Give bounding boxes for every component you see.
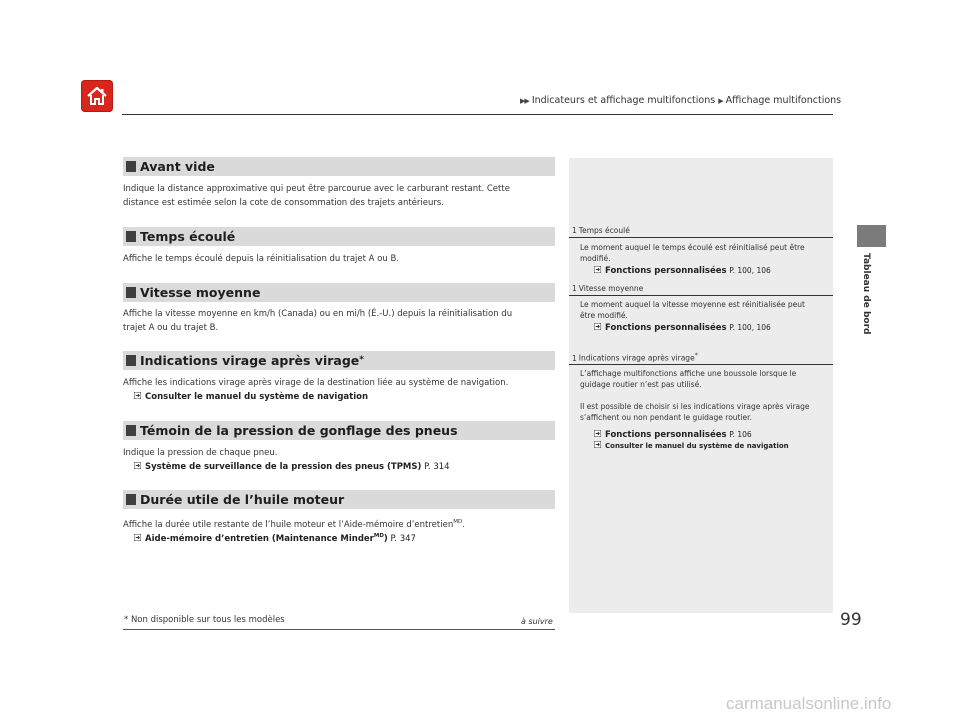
cross-reference-link[interactable]: Fonctions personnalisées P. 106 bbox=[594, 429, 752, 441]
section-square-icon bbox=[126, 425, 136, 436]
section-square-icon bbox=[126, 161, 136, 172]
breadcrumb-item[interactable]: Affichage multifonctions bbox=[725, 95, 842, 106]
section-square-icon bbox=[126, 494, 136, 505]
section-heading: Avant vide bbox=[123, 157, 555, 176]
cross-reference-link[interactable]: Consulter le manuel du système de navigation bbox=[594, 441, 789, 452]
note-divider bbox=[569, 295, 833, 296]
note-title: 1 Indications virage après virage* bbox=[572, 352, 698, 363]
section-heading: Indications virage après virage* bbox=[123, 351, 555, 370]
continue-label: à suivre bbox=[521, 617, 553, 626]
header-divider bbox=[122, 114, 833, 115]
section-body: Affiche la vitesse moyenne en km/h (Canada) ou en mi/h (É.-U.) depuis la réinitialisation du trajet A ou du trajet B. bbox=[123, 309, 513, 333]
breadcrumb-item[interactable]: Indicateurs et affichage multifonctions bbox=[531, 95, 716, 106]
cross-reference-link[interactable]: Fonctions personnalisées P. 100, 106 bbox=[594, 265, 771, 277]
note-divider bbox=[569, 237, 833, 238]
section-body: Indique la distance approximative qui peut être parcourue avec le carburant restant. Cette distance est estimée selon la cote de consommation des trajets antérieurs. bbox=[123, 184, 510, 208]
cross-reference-link[interactable]: Aide-mémoire d’entretien (Maintenance Minder$^{MD}$) P. 347 bbox=[134, 529, 416, 546]
section-heading: Durée utile de l’huile moteur bbox=[123, 490, 555, 509]
arrow-icon: ▶▶ bbox=[520, 97, 529, 105]
reference-icon bbox=[594, 323, 601, 330]
arrow-icon: ▶ bbox=[718, 97, 723, 105]
cross-reference-link[interactable]: Fonctions personnalisées P. 100, 106 bbox=[594, 322, 771, 334]
reference-icon bbox=[594, 441, 601, 448]
note-body: Le moment auquel la vitesse moyenne est réinitialisée peut être modifié. bbox=[580, 300, 805, 320]
note-body: L’affichage multifonctions affiche une boussole lorsque le guidage routier n’est pas utilisé. Il est possible de choisir si les indications virage après virage s’affichent ou non pendant le guidage routier. bbox=[580, 369, 810, 422]
note-body: Le moment auquel le temps écoulé est réinitialisé peut être modifié. bbox=[580, 243, 805, 263]
section-body: Affiche la durée utile restante de l’huile moteur et l’Aide-mémoire d’entretien$^{MD}$. bbox=[123, 519, 465, 530]
section-heading: Vitesse moyenne bbox=[123, 283, 555, 302]
reference-icon bbox=[134, 392, 141, 399]
note-title: 1 Vitesse moyenne bbox=[572, 284, 644, 293]
section-body: Affiche le temps écoulé depuis la réinitialisation du trajet A ou B. bbox=[123, 254, 400, 264]
breadcrumb bbox=[520, 95, 841, 106]
section-square-icon bbox=[126, 287, 136, 298]
chapter-tab[interactable] bbox=[857, 225, 886, 247]
cross-reference-link[interactable]: Consulter le manuel du système de navigation bbox=[134, 390, 368, 404]
reference-icon bbox=[594, 430, 601, 437]
reference-icon bbox=[134, 534, 141, 541]
watermark: carmanualsonline.info bbox=[726, 694, 892, 713]
section-body: Indique la pression de chaque pneu. bbox=[123, 448, 278, 458]
page-number: 99 bbox=[840, 610, 862, 630]
section-square-icon bbox=[126, 231, 136, 242]
footer-divider bbox=[123, 629, 555, 630]
home-button[interactable] bbox=[81, 80, 113, 112]
note-title: 1 Temps écoulé bbox=[572, 226, 630, 235]
reference-icon bbox=[594, 266, 601, 273]
section-heading: Témoin de la pression de gonflage des pneus bbox=[123, 421, 555, 440]
cross-reference-link[interactable]: Système de surveillance de la pression des pneus (TPMS) P. 314 bbox=[134, 460, 450, 474]
section-square-icon bbox=[126, 355, 136, 366]
chapter-label: Tableau de bord bbox=[861, 253, 871, 335]
footnote: * Non disponible sur tous les modèles bbox=[124, 615, 285, 625]
home-icon bbox=[85, 84, 109, 108]
section-body: Affiche les indications virage après virage de la destination liée au système de navigation. bbox=[123, 378, 509, 388]
section-heading: Temps écoulé bbox=[123, 227, 555, 246]
note-divider bbox=[569, 364, 833, 365]
reference-icon bbox=[134, 462, 141, 469]
